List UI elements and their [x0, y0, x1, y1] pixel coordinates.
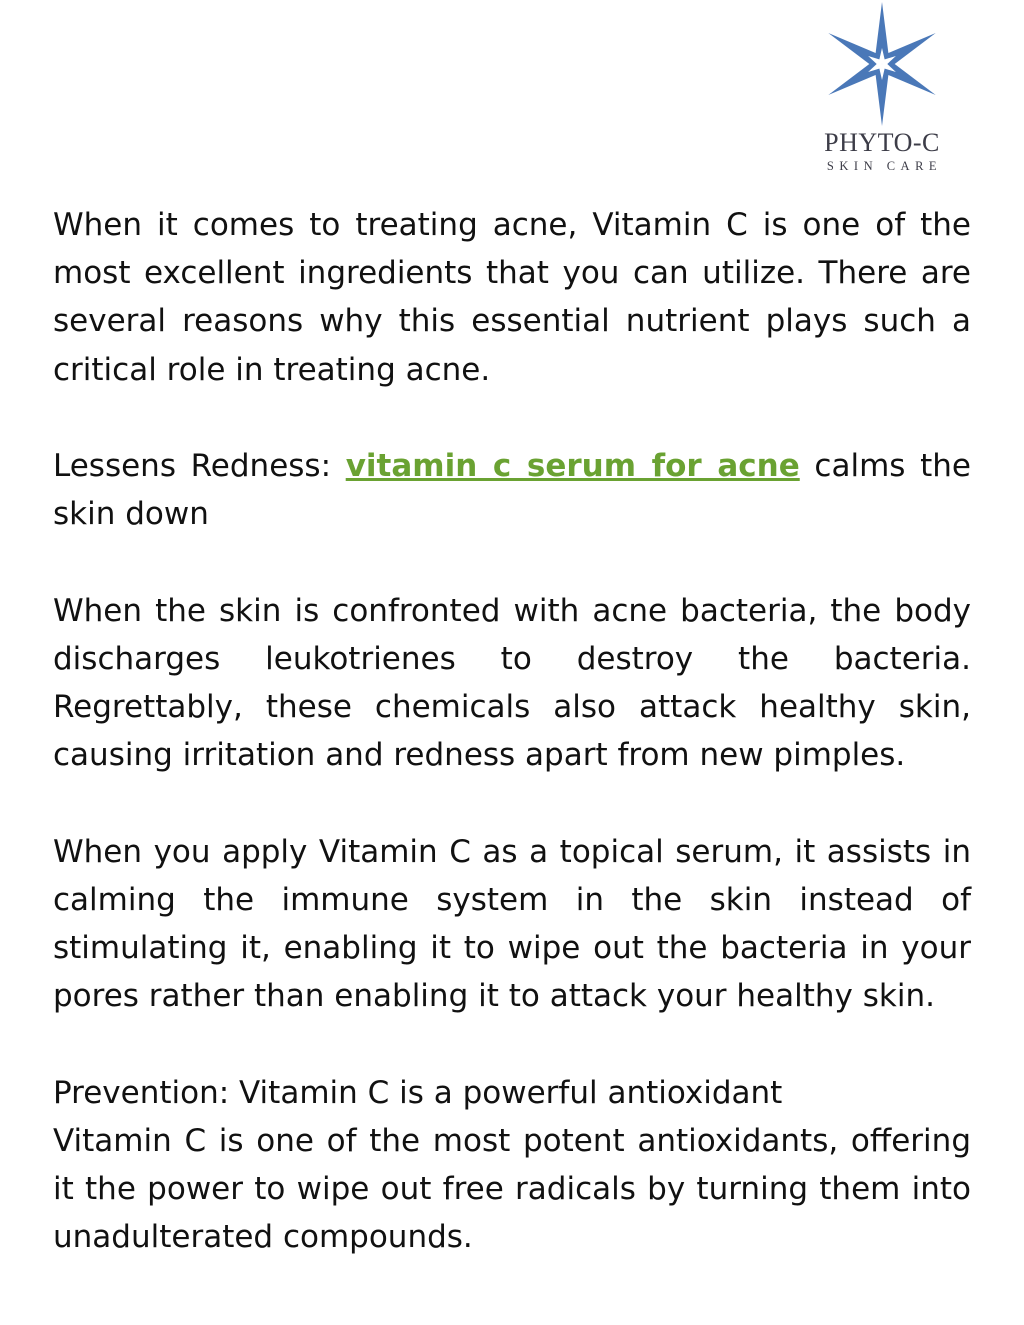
brand-tagline: SKIN CARE: [826, 159, 943, 173]
vitamin-c-serum-link[interactable]: vitamin c serum for acne: [345, 448, 800, 484]
prevention-heading: Prevention: Vitamin C is a powerful antioxidant: [53, 1074, 783, 1111]
brand-name: PHYTO-C: [824, 128, 940, 157]
antioxidant-paragraph: Vitamin C is one of the most potent antioxidants, offering it the power to wipe out free radicals by turning them into unadulterated compounds.: [53, 1122, 971, 1256]
redness-tail: calms the skin down: [53, 448, 971, 533]
bacteria-paragraph: When the skin is confronted with acne bacteria, the body discharges leukotrienes to destroy the bacteria. Regrettably, these chemicals also attack healthy skin, causing irritation and redness apart from new pimples.: [53, 592, 971, 774]
article-body: [53, 201, 971, 1261]
serum-paragraph: When you apply Vitamin C as a topical serum, it assists in calming the immune system in the skin instead of stimulating it, enabling it to wipe out the bacteria in your pores rather than enabling it to attack your healthy skin.: [53, 833, 971, 1015]
redness-paragraph: [53, 442, 971, 538]
redness-lead: Lessens Redness:: [53, 448, 346, 484]
brand-logo: [812, 2, 952, 184]
intro-paragraph: When it comes to treating acne, Vitamin C is one of the most excellent ingredients that you can utilize. There are several reasons why this essential nutrient plays such a critical role in treating acne.: [53, 207, 971, 388]
six-point-star-icon: [823, 2, 941, 126]
